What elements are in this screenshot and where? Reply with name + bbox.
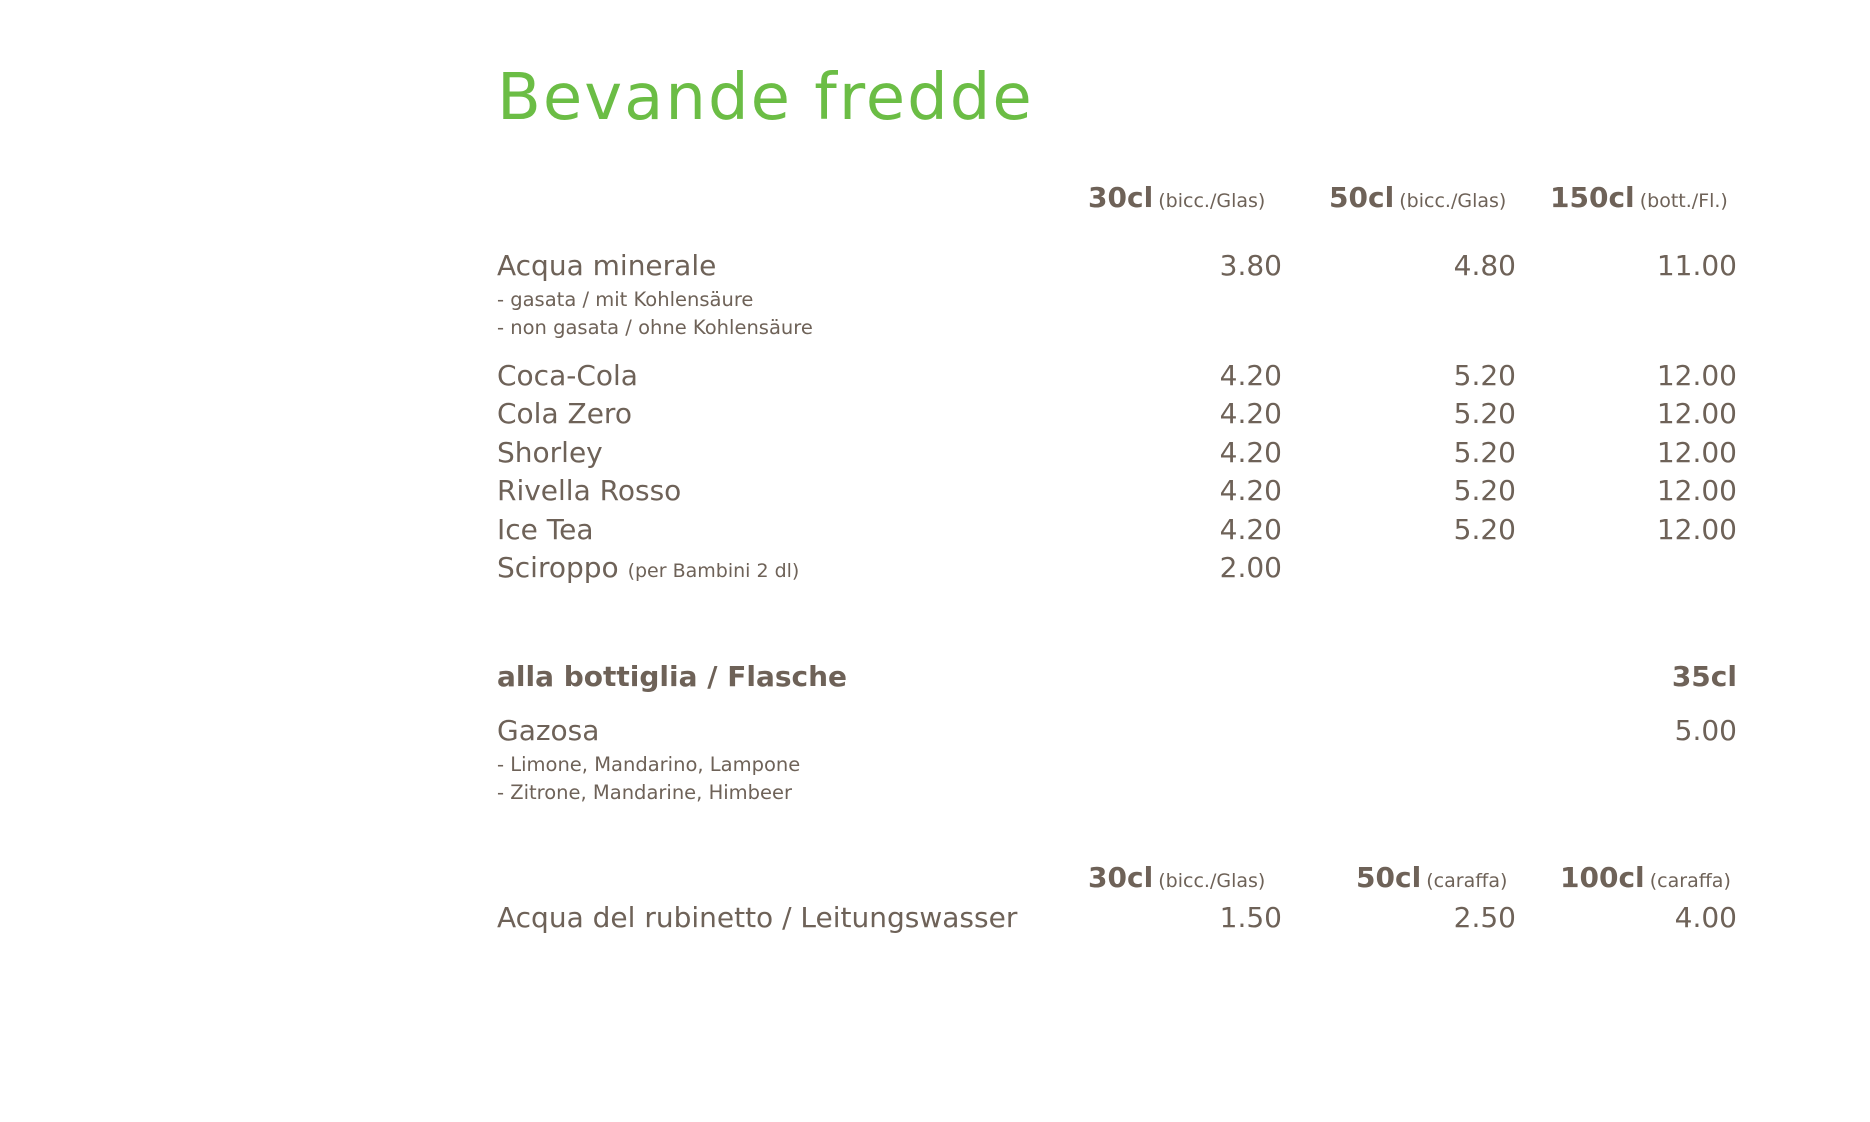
price-150cl: 12.00: [1656, 359, 1737, 392]
drink-name-gazosa: Gazosa: [497, 714, 600, 747]
column-header-volume: 30cl: [1088, 861, 1154, 894]
price-50cl: 5.20: [1453, 513, 1516, 546]
price-150cl: 12.00: [1656, 474, 1737, 507]
price-30cl: 3.80: [1219, 249, 1282, 282]
column-header-note: (bicc./Glas): [1158, 870, 1266, 892]
price-35cl: 5.00: [1674, 714, 1737, 747]
column-header-50cl: [1356, 861, 1508, 894]
price-30cl: 4.20: [1219, 474, 1282, 507]
section-title-bottle: alla bottiglia / Flasche: [497, 660, 848, 693]
drink-name: Rivella Rosso: [497, 474, 682, 507]
price-150cl: 12.00: [1656, 436, 1737, 469]
column-header-note: (bicc./Glas): [1158, 190, 1266, 212]
column-header-30cl: [1088, 181, 1266, 214]
drink-name: Shorley: [497, 436, 603, 469]
column-header-note: (caraffa): [1649, 870, 1731, 892]
drink-subtitle: - non gasata / ohne Kohlensäure: [497, 316, 813, 339]
column-header-volume: 50cl: [1329, 181, 1395, 214]
column-header-30cl: [1088, 861, 1266, 894]
drink-name-sciroppo: [497, 551, 800, 584]
page-title: Bevande fredde: [497, 61, 1034, 135]
price-50cl: 4.80: [1453, 249, 1516, 282]
section-volume: 35cl: [1671, 660, 1737, 693]
drink-name: Cola Zero: [497, 397, 632, 430]
column-header-note: (bott./Fl.): [1639, 190, 1728, 212]
drink-name-acqua-minerale: Acqua minerale: [497, 249, 717, 282]
column-header-volume: 100cl: [1560, 861, 1645, 894]
price-150cl: 12.00: [1656, 397, 1737, 430]
drink-name: Sciroppo: [497, 551, 619, 584]
drink-subtitle: - gasata / mit Kohlensäure: [497, 288, 754, 311]
drink-subtitle: - Limone, Mandarino, Lampone: [497, 753, 801, 776]
price-30cl: 4.20: [1219, 513, 1282, 546]
column-header-note: (caraffa): [1426, 870, 1508, 892]
column-header-50cl: [1329, 181, 1507, 214]
drink-name-tap-water: Acqua del rubinetto / Leitungswasser: [497, 901, 1018, 934]
price-50cl: 5.20: [1453, 397, 1516, 430]
price-50cl: 2.50: [1453, 901, 1516, 934]
drink-name: Ice Tea: [497, 513, 594, 546]
drink-name: Coca-Cola: [497, 359, 638, 392]
column-header-volume: 150cl: [1550, 181, 1635, 214]
drink-note: (per Bambini 2 dl): [627, 560, 800, 582]
drink-subtitle: - Zitrone, Mandarine, Himbeer: [497, 781, 793, 804]
column-header-volume: 30cl: [1088, 181, 1154, 214]
price-30cl: 4.20: [1219, 359, 1282, 392]
column-header-note: (bicc./Glas): [1399, 190, 1507, 212]
price-100cl: 4.00: [1674, 901, 1737, 934]
price-30cl: 2.00: [1219, 551, 1282, 584]
price-30cl: 4.20: [1219, 397, 1282, 430]
price-150cl: 12.00: [1656, 513, 1737, 546]
price-150cl: 11.00: [1656, 249, 1737, 282]
price-50cl: 5.20: [1453, 474, 1516, 507]
price-30cl: 4.20: [1219, 436, 1282, 469]
price-30cl: 1.50: [1219, 901, 1282, 934]
price-50cl: 5.20: [1453, 359, 1516, 392]
price-50cl: 5.20: [1453, 436, 1516, 469]
column-header-volume: 50cl: [1356, 861, 1422, 894]
column-header-150cl: [1550, 181, 1728, 214]
column-header-100cl: [1560, 861, 1731, 894]
